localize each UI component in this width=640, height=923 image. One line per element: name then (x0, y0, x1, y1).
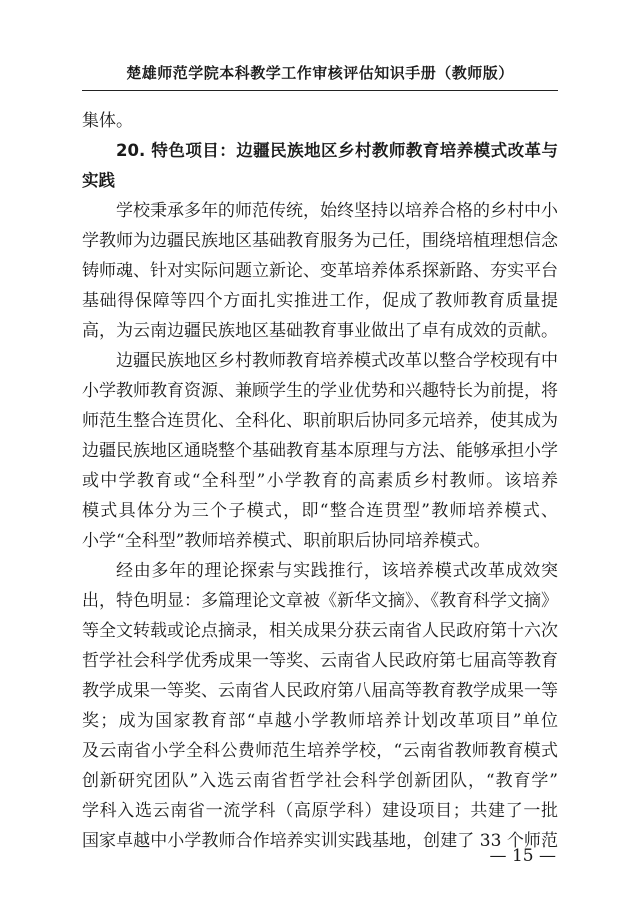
text-line: 创新研究团队”入选云南省哲学社会科学创新团队，“教育学” (82, 771, 558, 791)
paragraph-last-line: 小学“全科型”教师培养模式、职前职后协同培养模式。 (82, 531, 491, 551)
body-text (82, 106, 558, 856)
paragraph-first-line: 经由多年的理论探索与实践推行，该培养模式改革成效突 (116, 561, 558, 581)
text-line: 学科入选云南省一流学科（高原学科）建设项目；共建了一批 (82, 801, 558, 821)
text-line: 哲学社会科学优秀成果一等奖、云南省人民政府第七届高等教育 (82, 651, 558, 671)
text-line: 集体。 (82, 111, 133, 131)
paragraph-first-line: 学校秉承多年的师范传统，始终坚持以培养合格的乡村中小 (116, 201, 558, 221)
text-line: 小学教师教育资源、兼顾学生的学业优势和兴趣特长为前提，将 (82, 381, 558, 401)
header-rule (82, 90, 558, 91)
paragraph-last-line: 高，为云南边疆民族地区基础教育事业做出了卓有成效的贡献。 (82, 321, 558, 341)
text-line: 铸师魂、针对实际问题立新论、变革培养体系探新路、夯实平台 (82, 261, 558, 281)
section-heading: 20. 特色项目：边疆民族地区乡村教师教育培养模式改革与 (116, 141, 558, 160)
running-head: 楚雄师范学院本科教学工作审核评估知识手册（教师版） (126, 64, 514, 82)
page-number: — 15 — (489, 846, 556, 866)
text-line: 奖；成为国家教育部“卓越小学教师培养计划改革项目”单位 (82, 711, 558, 731)
text-line: 学教师为边疆民族地区基础教育服务为己任，围绕培植理想信念 (82, 231, 558, 251)
text-line: 模式具体分为三个子模式，即“整合连贯型”教师培养模式、 (82, 501, 558, 521)
text-line: 及云南省小学全科公费师范生培养学校，“云南省教师教育模式 (82, 741, 558, 761)
text-line: 等全文转载或论点摘录，相关成果分获云南省人民政府第十六次 (82, 621, 558, 641)
section-heading-continued: 实践 (82, 171, 115, 190)
text-line: 教学成果一等奖、云南省人民政府第八届高等教育教学成果一等 (82, 681, 558, 701)
text-line: 出，特色明显：多篇理论文章被《新华文摘》、《教育科学文摘》 (82, 591, 558, 611)
text-line: 基础得保障等四个方面扎实推进工作，促成了教师教育质量提 (82, 291, 558, 311)
text-line: 师范生整合连贯化、全科化、职前职后协同多元培养，使其成为 (82, 411, 558, 431)
paragraph-first-line: 边疆民族地区乡村教师教育培养模式改革以整合学校现有中 (116, 351, 558, 371)
text-line: 国家卓越中小学教师合作培养实训实践基地，创建了 33 个师范 (82, 831, 558, 851)
text-line: 边疆民族地区通晓整个基础教育基本原理与方法、能够承担小学 (82, 441, 558, 461)
text-line: 或中学教育或“全科型”小学教育的高素质乡村教师。该培养 (82, 471, 558, 491)
